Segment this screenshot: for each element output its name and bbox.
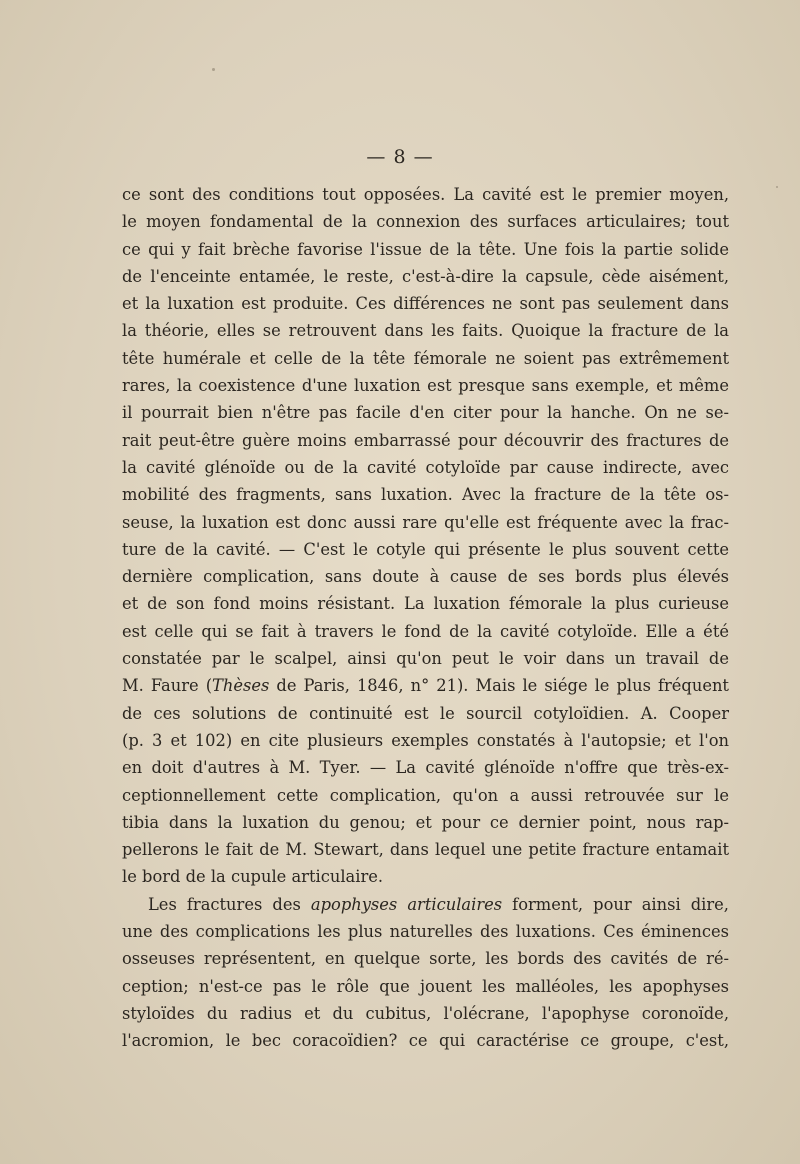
text-line: ce sont des conditions tout opposées. La cavité est le premier moyen, (122, 185, 729, 204)
text-line: la cavité glénoïde ou de la cavité cotyloïde par cause indirecte, avec (122, 457, 729, 477)
text-line: le moyen fondamental de la connexion des surfaces articulaires; tout (122, 212, 729, 232)
text-line-with-emphasis (122, 891, 729, 918)
text-line: rait peut-être guère moins embarrassé pour découvrir des fractures de (122, 430, 729, 450)
text-line: en doit d'autres à M. Tyer. — La cavité glénoïde n'offre que très-ex- (122, 758, 729, 778)
text-line: tête humérale et celle de la tête fémorale ne soient pas extrêmement (122, 348, 729, 368)
text-line: ture de la cavité. — C'est le cotyle qui présente le plus souvent cette (122, 539, 729, 559)
text-segment: M. Faure ( (122, 676, 213, 696)
text-segment: de Paris, 1846, n° 21). Mais le siége le plus fréquent (269, 676, 729, 696)
paragraph-2 (122, 891, 729, 1055)
paper-speck (776, 186, 778, 188)
text-segment: Les fractures des (148, 894, 311, 914)
text-line: styloïdes du radius et du cubitus, l'olécrane, l'apophyse coronoïde, (122, 1003, 729, 1023)
text-line: dernière complication, sans doute à cause de ses bords plus élevés (122, 567, 729, 587)
text-line: mobilité des fragments, sans luxation. Avec la fracture de la tête os- (122, 485, 729, 505)
text-line: ception; n'est-ce pas le rôle que jouent les malléoles, les apophyses (122, 976, 729, 996)
text-line: ceptionnellement cette complication, qu'on a aussi retrouvée sur le (122, 785, 729, 805)
text-line: une des complications les plus naturelles des luxations. Ces éminences (122, 922, 729, 942)
text-line: et la luxation est produite. Ces différences ne sont pas seulement dans (122, 294, 729, 314)
italic-title: Thèses (212, 676, 270, 696)
text-line: pellerons le fait de M. Stewart, dans lequel une petite fracture entamait (122, 840, 729, 860)
paragraph-1 (122, 181, 729, 891)
italic-term: apophyses articulaires (310, 894, 503, 914)
text-line: il pourrait bien n'être pas facile d'en citer pour la hanche. On ne se- (122, 403, 729, 423)
text-line: de l'enceinte entamée, le reste, c'est-à-dire la capsule, cède aisément, (122, 266, 729, 286)
text-line: ce qui y fait brèche favorise l'issue de la tête. Une fois la partie solide (122, 239, 729, 259)
body-text (122, 181, 729, 1055)
text-line: constatée par le scalpel, ainsi qu'on peut le voir dans un travail de (122, 649, 729, 669)
text-line-with-citation (122, 672, 729, 699)
text-line: tibia dans la luxation du genou; et pour ce dernier point, nous rap- (122, 812, 729, 832)
text-line: (p. 3 et 102) en cite plusieurs exemples constatés à l'autopsie; et l'on (122, 730, 729, 750)
text-segment: forment, pour ainsi dire, (502, 894, 729, 914)
text-line: et de son fond moins résistant. La luxation fémorale la plus curieuse (122, 594, 729, 614)
page-number: — 8 — (366, 146, 434, 168)
text-line: seuse, la luxation est donc aussi rare qu'elle est fréquente avec la frac- (122, 512, 729, 532)
text-line: de ces solutions de continuité est le sourcil cotyloïdien. A. Cooper (122, 703, 729, 723)
text-line: l'acromion, le bec coracoïdien? ce qui caractérise ce groupe, c'est, (122, 1031, 729, 1051)
text-line: est celle qui se fait à travers le fond de la cavité cotyloïde. Elle a été (122, 621, 729, 641)
text-line: rares, la coexistence d'une luxation est presque sans exemple, et même (122, 376, 729, 396)
text-line: le bord de la cupule articulaire. (122, 867, 384, 887)
paper-speck (212, 68, 215, 71)
text-line: la théorie, elles se retrouvent dans les faits. Quoique la fracture de la (122, 321, 729, 341)
text-line: osseuses représentent, en quelque sorte, les bords des cavités de ré- (122, 949, 729, 969)
